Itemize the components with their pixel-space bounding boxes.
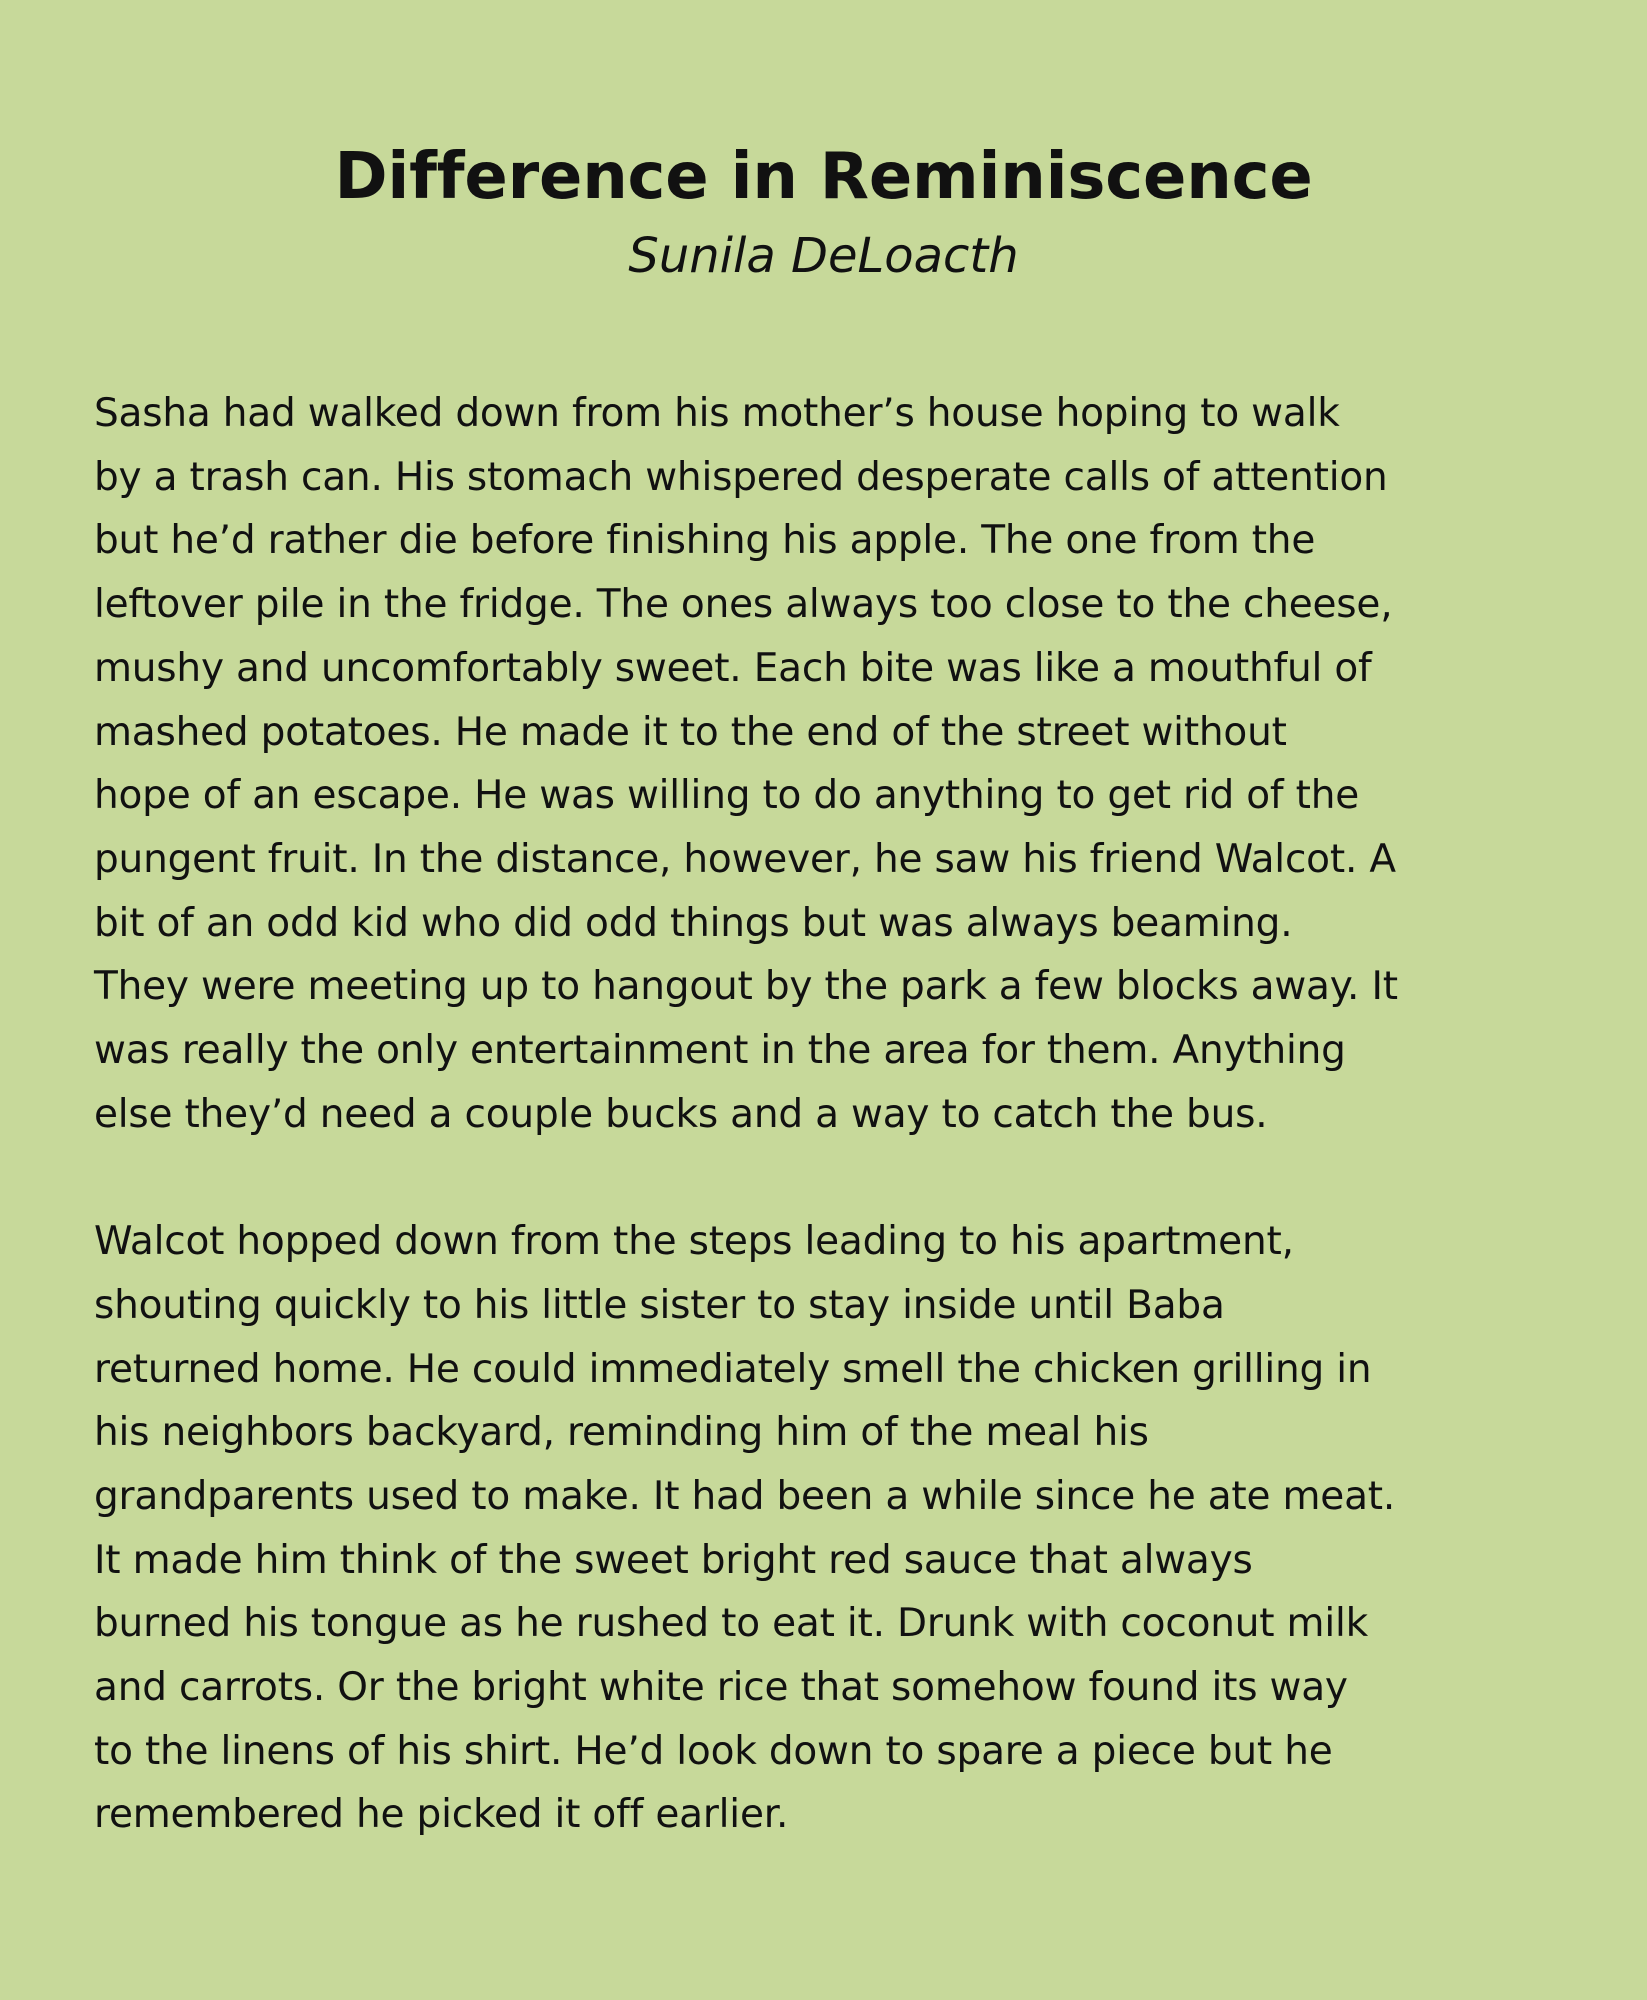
document-title: Difference in Reminiscence [334,140,1313,214]
story-line: hope of an escape. He was willing to do anything to get rid of the [94,773,1360,819]
story-line: remembered he picked it off earlier. [94,1792,789,1838]
story-line: mashed potatoes. He made it to the end of the street without [94,709,1287,755]
story-line: was really the only entertainment in the area for them. Anything [94,1028,1346,1074]
story-line: grandparents used to make. It had been a while since he ate meat. [94,1473,1396,1519]
document-header [0,136,1647,286]
story-line: leftover pile in the fridge. The ones always too close to the cheese, [94,582,1393,628]
story-line: returned home. He could immediately smell the chicken grilling in [94,1346,1372,1392]
story-line: by a trash can. His stomach whispered desperate calls of attention [94,454,1388,500]
story-line: shouting quickly to his little sister to stay inside until Baba [94,1282,1225,1328]
story-line: his neighbors backyard, reminding him of the meal his [94,1410,1149,1456]
story-line: It made him think of the sweet bright red sauce that always [94,1537,1253,1583]
story-paragraph-1 [94,382,1574,1146]
story-line: else they’d need a couple bucks and a way to catch the bus. [94,1091,1268,1137]
story-line: pungent fruit. In the distance, however, he saw his friend Walcot. A [94,836,1396,882]
story-body [94,382,1574,1847]
paragraph-spacer [94,1146,1574,1210]
story-line: burned his tongue as he rushed to eat it. Drunk with coconut milk [94,1601,1369,1647]
author-name: Sunila DeLoacth [628,228,1019,284]
story-line: bit of an odd kid who did odd things but was always beaming. [94,900,1293,946]
story-line: but he’d rather die before finishing his apple. The one from the [94,518,1316,564]
story-line: and carrots. Or the bright white rice that somehow found its way [94,1665,1348,1711]
story-line: to the linens of his shirt. He’d look down to spare a piece but he [94,1728,1333,1774]
story-line: They were meeting up to hangout by the park a few blocks away. It [94,964,1398,1010]
story-line: mushy and uncomfortably sweet. Each bite was like a mouthful of [94,645,1372,691]
story-line: Sasha had walked down from his mother’s house hoping to walk [94,391,1340,436]
story-paragraph-2 [94,1210,1574,1847]
story-line: Walcot hopped down from the steps leading to his apartment, [94,1219,1294,1265]
